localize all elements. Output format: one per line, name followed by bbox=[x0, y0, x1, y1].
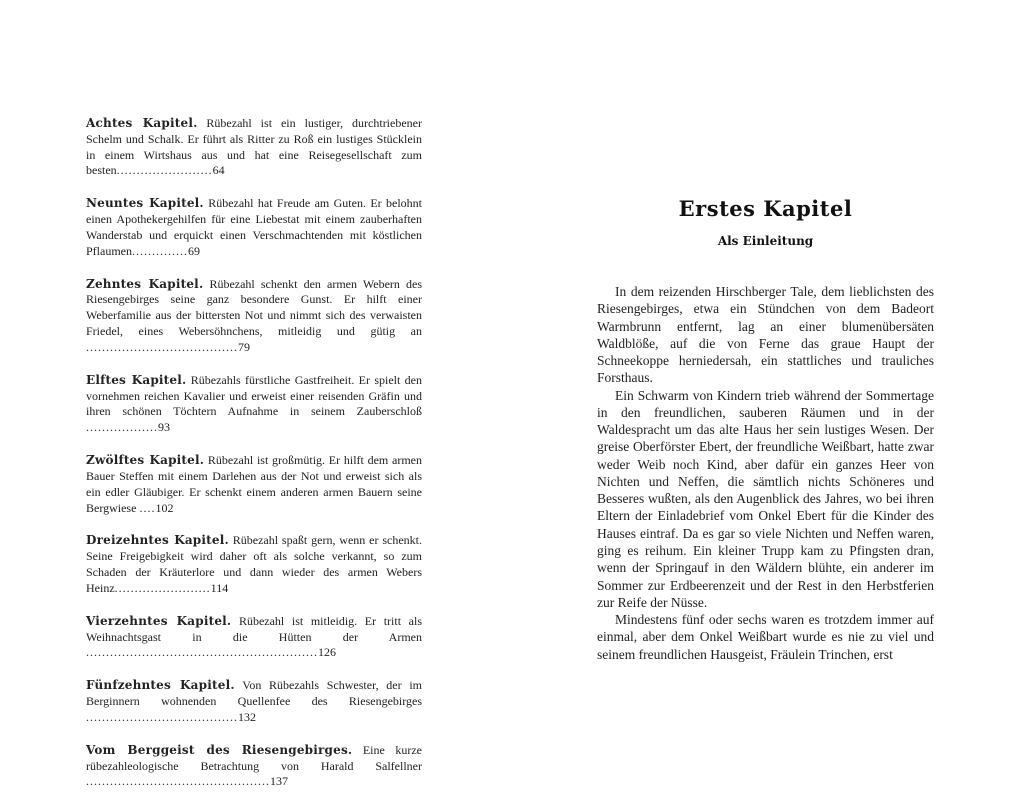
dot-leader: .............. bbox=[132, 243, 188, 258]
toc-chapter-name: Zehntes Kapitel. bbox=[86, 276, 204, 291]
toc-entry bbox=[86, 743, 422, 790]
toc-chapter-summary: Von Rübezahls Schwester, der im Berginnern wohnenden Quellenfee des Riesengebirges bbox=[86, 678, 422, 709]
toc-page-number: 132 bbox=[238, 709, 256, 724]
toc-chapter-name: Vierzehntes Kapitel. bbox=[86, 613, 232, 628]
toc-page-number: 126 bbox=[318, 645, 336, 660]
toc-chapter-summary: Eine kurze rübezahleologische Betrachtung von Harald Salfellner bbox=[86, 742, 423, 773]
dot-leader: ...................................... bbox=[86, 339, 238, 354]
toc-page-number: 102 bbox=[155, 500, 174, 515]
toc-chapter-summary: Rübezahls fürstliche Gastfreiheit. Er spielt den vornehmen reichen Kavalier und erweist einer reisenden Gräfin und ihren schönen Töchtern Aufnahme in seinem Zauberschloß bbox=[86, 372, 423, 419]
toc-chapter-name: Achtes Kapitel. bbox=[86, 116, 198, 130]
toc-chapter-name: Dreizehntes Kapitel. bbox=[86, 533, 229, 548]
toc-page-number: 137 bbox=[270, 774, 288, 789]
toc-entry bbox=[86, 453, 422, 516]
dot-leader: .............................................. bbox=[86, 774, 270, 789]
toc-chapter-summary: Rübezahl ist mitleidig. Er tritt als Weihnachtsgast in die Hütten der Armen bbox=[86, 613, 422, 644]
toc-page-number: 69 bbox=[188, 243, 200, 258]
dot-leader: ........................ bbox=[116, 163, 213, 178]
toc-entry bbox=[86, 533, 422, 596]
toc-entry bbox=[86, 373, 422, 436]
toc-chapter-name: Vom Berggeist des Riesengebirges. bbox=[86, 742, 353, 757]
toc-entry bbox=[86, 116, 422, 179]
dot-leader: ...................................... bbox=[86, 709, 238, 724]
paragraph: Ein Schwarm von Kindern trieb während der Sommertage in den freundlichen, sauberen Räumen und in der Waldespracht um das alte Haus her sein lustiges Wesen. Der greise Oberförster Ebert, der freundliche Weißbart, hatte zwar weder Weib noch Kind, aber dafür ein ganzes Heer von Nichten und Neffen, die sämtlich nichts Schöneres und Besseres wußten, als den Augenblick des Jahres, wo bei ihren Eltern der Einladebrief vom Onkel Ebert für die Kinder des Hauses eintraf. Da es gar so viele Nichten und Neffen waren, ging es reihum. Ein kleiner Trupp kam zu Pfingsten dran, wenn der Springauf in den Wäldern blühte, ein anderer im Sommer zur Erdbeerenzeit und der Rest in den Herbstferien zur Reife der Nüsse. bbox=[597, 387, 934, 610]
toc-chapter-name: Zwölftes Kapitel. bbox=[86, 453, 205, 468]
toc-chapter-name: Neuntes Kapitel. bbox=[86, 196, 204, 211]
dot-leader: .... bbox=[139, 500, 156, 515]
toc-chapter-summary: Rübezahl hat Freude am Guten. Er belohnt einen Apothekergehilfen für eine Liebestat mit einem zauberhaften Wanderstab und erquickt einen Verschmachtenden mit köstlichen Pflaumen bbox=[86, 196, 423, 258]
chapter-page bbox=[597, 196, 934, 663]
chapter-title: Erstes Kapitel bbox=[678, 196, 853, 221]
toc-entry bbox=[86, 678, 422, 725]
toc-chapter-summary: Rübezahl ist großmütig. Er hilft dem armen Bauer Steffen mit einem Darlehen aus der Not und erweist sich als ein edler Gläubiger. Er schenkt einem anderen armen Bauern seine Bergwiese bbox=[86, 453, 422, 515]
toc-chapter-name: Elftes Kapitel. bbox=[86, 372, 187, 387]
chapter-subtitle: Als Einleitung bbox=[717, 234, 814, 248]
dot-leader: .................. bbox=[86, 420, 158, 435]
dot-leader: .......................................................... bbox=[86, 645, 318, 660]
paragraph: In dem reizenden Hirschberger Tale, dem lieblichsten des Riesengebirges, etwa ein Stündchen von dem Badeort Warmbrunn entfernt, lag an einer blumenübersäten Waldblöße, auf die von Ferne das graue Haupt der Schneekoppe herniedersah, ein stattliches und trauliches Forsthaus. bbox=[597, 284, 934, 386]
toc-entry bbox=[86, 614, 422, 661]
toc-page-number: 64 bbox=[212, 163, 225, 178]
toc-page-number: 114 bbox=[210, 580, 229, 595]
chapter-body bbox=[597, 283, 934, 663]
toc-chapter-summary: Rübezahl schenkt den armen Webern des Riesengebirges seine ganz besondere Gunst. Er hilft einer Weberfamilie aus der bittersten Not und nimmt sich des verwaisten Friedel, eines Webersöhnchens, mitleidig und gütig an bbox=[86, 276, 423, 339]
dot-leader: ........................ bbox=[114, 580, 211, 595]
paragraph: Mindestens fünf oder sechs waren es trotzdem immer auf einmal, aber dem Onkel Weißbart wurde es nie zu viel und seinem freundlichen Hausgeist, Fräulein Trinchen, erst bbox=[597, 612, 934, 662]
toc-chapter-summary: Rübezahl ist ein lustiger, durchtriebener Schelm und Schalk. Er führt als Ritter zu Roß ein lustiges Stücklein in einem Wirtshaus aus und hat eine Reisegesellschaft zum besten bbox=[86, 116, 422, 178]
toc-page bbox=[86, 116, 422, 807]
toc-chapter-name: Fünfzehntes Kapitel. bbox=[86, 678, 235, 693]
toc-page-number: 79 bbox=[238, 339, 250, 354]
toc-entry bbox=[86, 196, 422, 259]
toc-page-number: 93 bbox=[158, 420, 170, 435]
toc-entry bbox=[86, 277, 422, 356]
toc-chapter-summary: Rübezahl spaßt gern, wenn er schenkt. Seine Freigebigkeit wird daher oft als solche verkannt, so zum Schaden der Kräuterlore und dann wieder des armen Webers Heinz bbox=[86, 533, 423, 595]
